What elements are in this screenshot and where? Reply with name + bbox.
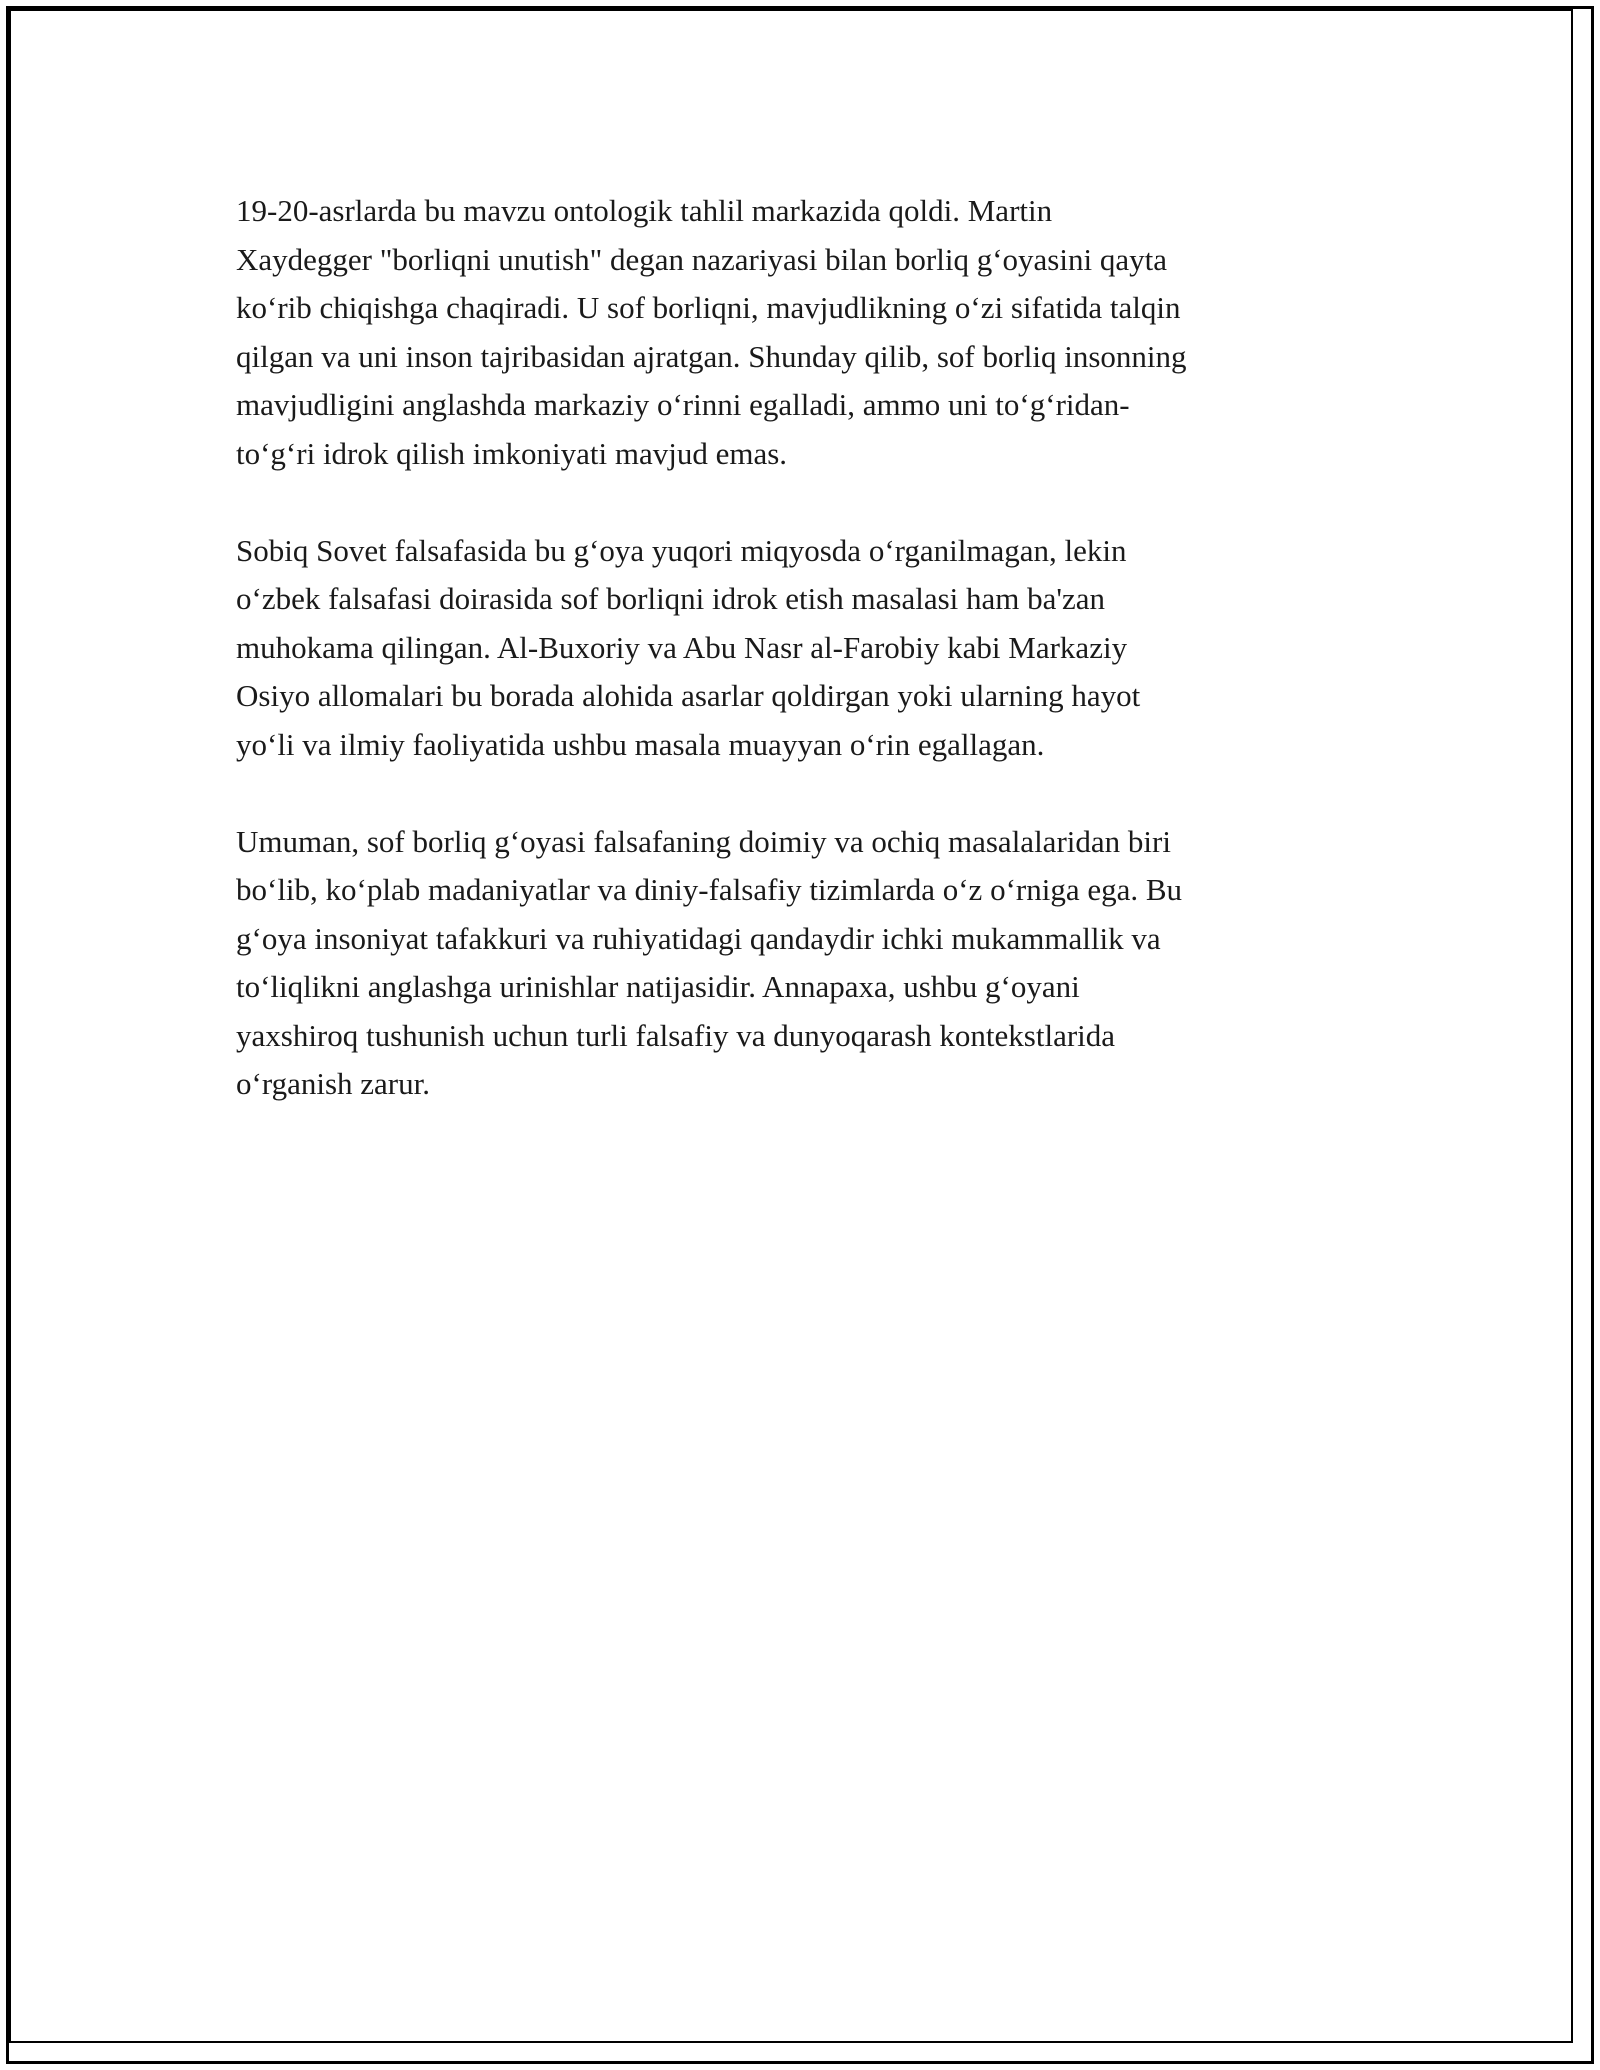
paragraph-3 [236, 818, 1366, 1109]
text-line: mavjudligini anglashda markaziy o‘rinni egalladi, ammo uni to‘g‘ridan- [236, 387, 1130, 422]
text-line: ko‘rib chiqishga chaqiradi. U sof borliqni, mavjudlikning o‘zi sifatida talqin [236, 290, 1181, 325]
paragraph-1 [236, 187, 1366, 478]
text-line: bo‘lib, ko‘plab madaniyatlar va diniy-falsafiy tizimlarda o‘z o‘rniga ega. Bu [236, 872, 1183, 907]
text-line: Sobiq Sovet falsafasida bu g‘oya yuqori miqyosda o‘rganilmagan, lekin [236, 532, 1127, 568]
text-line: yaxshiroq tushunish uchun turli falsafiy va dunyoqarash kontekstlarida [236, 1017, 1116, 1053]
paragraph-2 [236, 527, 1366, 770]
text-line: muhokama qilingan. Al-Buxoriy va Abu Nasr al-Farobiy kabi Markaziy [236, 629, 1128, 665]
text-line: Umuman, sof borliq g‘oyasi falsafaning doimiy va ochiq masalalaridan biri [236, 823, 1171, 859]
text-line: o‘rganish zarur. [236, 1066, 430, 1101]
text-line: g‘oya insoniyat tafakkuri va ruhiyatidagi qandaydir ichki mukammallik va [236, 920, 1161, 956]
text-line: to‘g‘ri idrok qilish imkoniyati mavjud emas. [236, 435, 788, 471]
text-line: 19-20-asrlarda bu mavzu ontologik tahlil markazida qoldi. Martin [236, 193, 1053, 228]
text-line: to‘liqlikni anglashga urinishlar natijasidir. Annapaxa, ushbu g‘oyani [236, 969, 1080, 1004]
document-body [236, 187, 1366, 1157]
text-line: Osiyo allomalari bu borada alohida asarlar qoldirgan yoki ularning hayot [236, 678, 1141, 713]
text-line: yo‘li va ilmiy faoliyatida ushbu masala muayyan o‘rin egallagan. [236, 726, 1045, 762]
text-line: qilgan va uni inson tajribasidan ajratgan. Shunday qilib, sof borliq insonning [236, 338, 1187, 374]
text-line: o‘zbek falsafasi doirasida sof borliqni idrok etish masalasi ham ba'zan [236, 581, 1106, 616]
text-line: Xaydegger "borliqni unutish" degan nazariyasi bilan borliq g‘oyasini qayta [236, 241, 1167, 277]
